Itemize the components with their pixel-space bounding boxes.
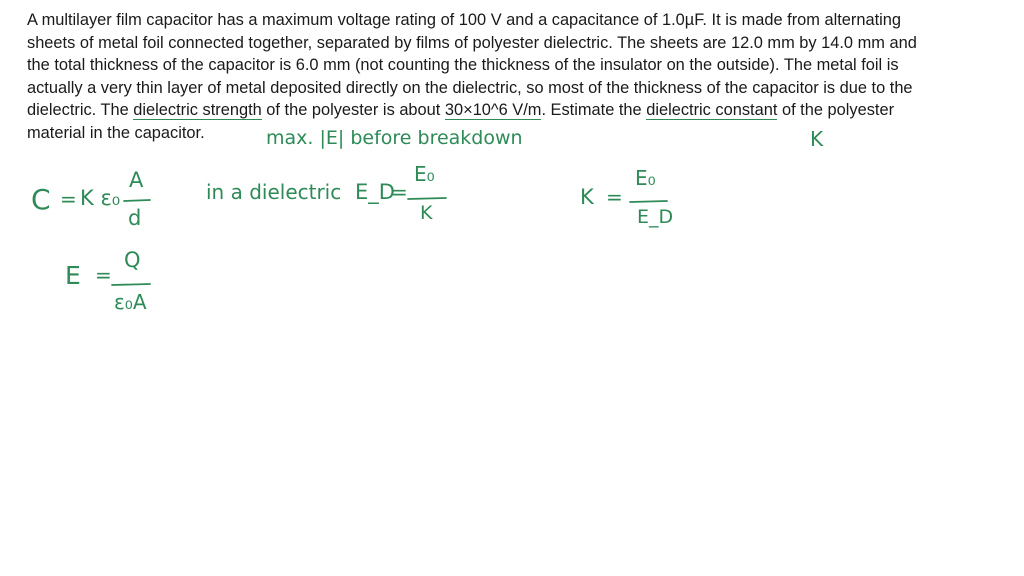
eq1-coefficient: K ε₀ xyxy=(80,186,121,210)
eq4-lhs: E xyxy=(65,261,81,290)
eq1-numerator: A xyxy=(129,168,144,192)
eq1-fraction-bar xyxy=(124,200,150,201)
k-symbol-annotation: K xyxy=(810,127,824,151)
eq2-equals: = xyxy=(391,180,408,204)
eq3-numerator: E₀ xyxy=(635,166,656,190)
eq4-numerator: Q xyxy=(124,248,141,272)
eq1-lhs: C xyxy=(31,183,51,216)
eq2-denominator: K xyxy=(420,202,433,224)
eq1-denominator: d xyxy=(128,206,142,230)
max-e-annotation: max. |E| before breakdown xyxy=(266,127,523,149)
eq3-fraction-bar xyxy=(630,201,667,202)
eq2-fraction-bar xyxy=(408,198,446,199)
underlined-dielectric-constant: dielectric constant xyxy=(646,101,778,120)
problem-line-1: A multilayer film capacitor has a maximum voltage rating of 100 V and a capacitance of 1.0µF. It is made from alternating xyxy=(27,11,902,29)
problem-line-4: actually a very thin layer of metal deposited directly on the dielectric, so most of the thickness of the capacitor is due to the xyxy=(27,78,913,97)
problem-line-6: material in the capacitor. xyxy=(27,123,205,142)
eq2-numerator: E₀ xyxy=(414,162,435,186)
problem-line-2: sheets of metal foil connected together, separated by films of polyester dielectric. The sheets are 12.0 mm by 14.0 mm and xyxy=(27,33,917,52)
eq4-denominator: ε₀A xyxy=(114,290,147,314)
problem-line-3: the total thickness of the capacitor is 6.0 mm (not counting the thickness of the insulator on the outside). The metal foil is xyxy=(27,56,899,75)
underlined-dielectric-strength: dielectric strength xyxy=(133,101,262,120)
line5-text-a: dielectric. The xyxy=(27,101,134,120)
eq4-equals: = xyxy=(95,263,112,287)
eq3-denominator: E_D xyxy=(637,206,674,228)
underlined-strength-value: 30×10^6 V/m xyxy=(444,101,542,120)
line5-text-b: of the polyester is about xyxy=(261,101,445,120)
eq3-lhs: K xyxy=(580,185,594,209)
eq4-fraction-bar xyxy=(112,284,150,285)
in-dielectric-label: in a dielectric xyxy=(206,180,342,204)
line5-text-c: . Estimate the xyxy=(541,101,647,120)
eq3-equals: = xyxy=(606,185,623,209)
eq1-equals: = xyxy=(60,187,77,211)
line5-text-d: of the polyester xyxy=(777,101,895,120)
eq2-lhs: E_D xyxy=(355,180,395,204)
